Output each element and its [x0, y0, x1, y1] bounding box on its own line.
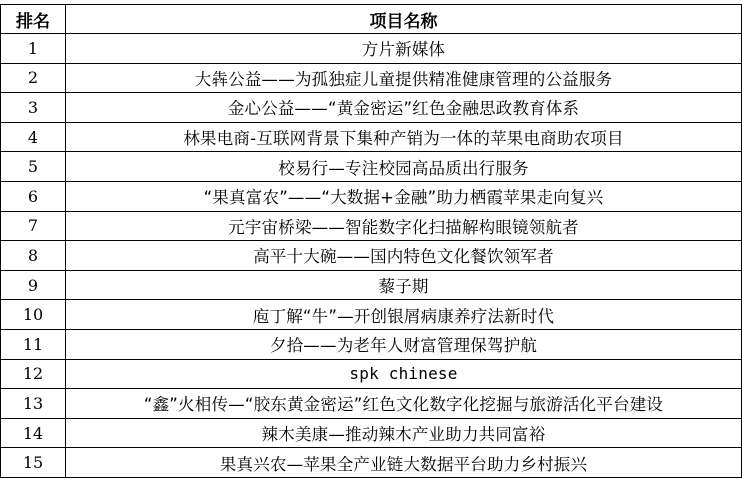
rank-cell: 10	[1, 300, 66, 330]
rank-cell: 13	[1, 389, 66, 419]
rank-cell: 9	[1, 270, 66, 300]
table-row	[1, 329, 742, 359]
project-name-cell: spk chinese	[66, 359, 742, 389]
rank-cell: 6	[1, 181, 66, 211]
table-row	[1, 181, 742, 211]
project-name-cell: 藜子期	[66, 270, 742, 300]
project-name-cell: 金心公益——“黄金密运”红色金融思政教育体系	[66, 93, 742, 123]
project-name-cell: “果真富农”——“大数据+金融”助力栖霞苹果走向复兴	[66, 181, 742, 211]
project-name-cell: 元宇宙桥梁——智能数字化扫描解构眼镜领航者	[66, 211, 742, 241]
header-row	[1, 5, 742, 34]
table-row	[1, 389, 742, 419]
project-name-cell: 林果电商-互联网背景下集种产销为一体的苹果电商助农项目	[66, 122, 742, 152]
table-row	[1, 63, 742, 93]
ranking-sheet	[0, 4, 741, 478]
project-name-cell: 大犇公益——为孤独症儿童提供精准健康管理的公益服务	[66, 63, 742, 93]
table-row	[1, 359, 742, 389]
rank-cell: 4	[1, 122, 66, 152]
project-name-cell: “鑫”火相传—“胶东黄金密运”红色文化数字化挖掘与旅游活化平台建设	[66, 389, 742, 419]
table-row	[1, 300, 742, 330]
rank-cell: 5	[1, 152, 66, 182]
table-row	[1, 270, 742, 300]
rank-cell: 7	[1, 211, 66, 241]
project-name-cell: 辣木美康—推动辣木产业助力共同富裕	[66, 418, 742, 448]
project-name-cell: 夕拾——为老年人财富管理保驾护航	[66, 329, 742, 359]
rank-cell: 15	[1, 448, 66, 478]
table-row	[1, 122, 742, 152]
table-row	[1, 211, 742, 241]
table-row	[1, 93, 742, 123]
table-row	[1, 448, 742, 478]
project-name-cell: 果真兴农—苹果全产业链大数据平台助力乡村振兴	[66, 448, 742, 478]
rank-cell: 8	[1, 241, 66, 271]
table-row	[1, 34, 742, 64]
rank-cell: 1	[1, 34, 66, 64]
rank-cell: 14	[1, 418, 66, 448]
rank-cell: 2	[1, 63, 66, 93]
rank-column-header: 排名	[1, 5, 66, 34]
name-column-header: 项目名称	[66, 5, 742, 34]
rank-cell: 11	[1, 329, 66, 359]
table-row	[1, 241, 742, 271]
project-name-cell: 方片新媒体	[66, 34, 742, 64]
rank-cell: 12	[1, 359, 66, 389]
project-name-cell: 校易行—专注校园高品质出行服务	[66, 152, 742, 182]
table-row	[1, 418, 742, 448]
project-name-cell: 高平十大碗——国内特色文化餐饮领军者	[66, 241, 742, 271]
table-row	[1, 152, 742, 182]
project-name-cell: 庖丁解“牛”—开创银屑病康养疗法新时代	[66, 300, 742, 330]
ranking-table	[0, 4, 742, 478]
rank-cell: 3	[1, 93, 66, 123]
